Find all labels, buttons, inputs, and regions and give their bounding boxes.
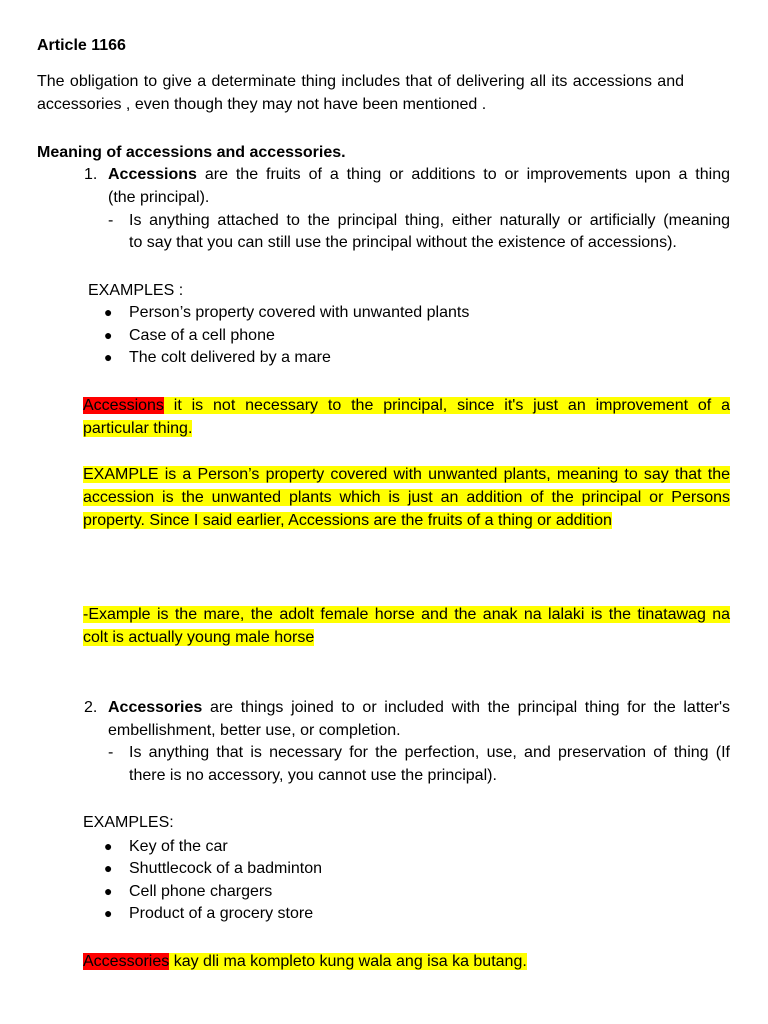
examples2-label: EXAMPLES:	[83, 814, 174, 831]
item1-dash: -	[108, 212, 114, 229]
bullet-icon: ●	[104, 349, 113, 365]
examples2-item: Product of a grocery store	[129, 905, 314, 922]
note4-red-term: Accessories	[83, 953, 170, 970]
list-number-1: 1.	[84, 166, 98, 183]
bullet-icon: ●	[104, 304, 113, 320]
note2-text-3: property. Since I said earlier, Accessions are the fruits of a thing or addition	[83, 512, 612, 529]
note2-text-1: EXAMPLE is a Person’s property covered with unwanted plants, meaning to say that the	[83, 466, 730, 483]
note2-line-2	[83, 487, 730, 509]
item1-sub-line-1: Is anything attached to the principal thing, either naturally or artificially (meaning	[129, 212, 730, 229]
item1-term: Accessions	[108, 166, 197, 183]
item1-sub-line-2: to say that you can still use the principal without the existence of accessions).	[129, 234, 677, 251]
intro-line-1: The obligation to give a determinate thing includes that of delivering all its accessions and	[37, 73, 684, 90]
note1-line-1	[83, 395, 730, 417]
note4-line	[83, 951, 527, 973]
examples2-item: Shuttlecock of a badminton	[129, 860, 323, 877]
section-heading: Meaning of accessions and accessories.	[37, 144, 346, 161]
examples1-item: The colt delivered by a mare	[129, 349, 331, 366]
item1-definition-line-1	[108, 164, 730, 186]
note1-text-2: particular thing.	[83, 420, 193, 437]
examples1-label: EXAMPLES :	[88, 282, 184, 299]
item2-sub-line-1: Is anything that is necessary for the perfection, use, and preservation of thing (If	[129, 744, 730, 761]
note1-text: it is not necessary to the principal, since it's just an improvement of a	[163, 397, 730, 414]
intro-line-2: accessories , even though they may not have been mentioned .	[37, 96, 487, 113]
article-title: Article 1166	[37, 37, 126, 54]
item2-definition-line-1	[108, 697, 730, 719]
bullet-icon: ●	[104, 883, 113, 899]
note2-line-1	[83, 464, 730, 486]
note3-line-2	[83, 627, 314, 649]
note3-text-2: colt is actually young male horse	[83, 629, 315, 646]
note3-text-1: -Example is the mare, the adolt female horse and the anak na lalaki is the tinatawag na	[83, 606, 730, 623]
item2-def: are things joined to or included with the principal thing for the latter's	[202, 699, 730, 716]
item2-sub-line-2: there is no accessory, you cannot use the principal).	[129, 767, 497, 784]
note1-line-2	[83, 418, 192, 440]
examples1-item: Person’s property covered with unwanted plants	[129, 304, 470, 321]
note2-text-2: accession is the unwanted plants which is just an addition of the principal or Persons	[83, 489, 730, 506]
examples2-item: Cell phone chargers	[129, 883, 273, 900]
item2-definition-line-2: embellishment, better use, or completion.	[108, 722, 401, 739]
note2-line-3	[83, 510, 612, 532]
item1-definition-line-2: (the principal).	[108, 189, 210, 206]
examples2-item: Key of the car	[129, 838, 228, 855]
list-number-2: 2.	[84, 699, 98, 716]
bullet-icon: ●	[104, 838, 113, 854]
item2-term: Accessories	[108, 699, 203, 716]
bullet-icon: ●	[104, 905, 113, 921]
note1-red-term: Accessions	[83, 397, 164, 414]
item2-dash: -	[108, 744, 114, 761]
item1-def: are the fruits of a thing or additions to or improvements upon a thing	[196, 166, 730, 183]
examples1-item: Case of a cell phone	[129, 327, 275, 344]
note4-text: kay dli ma kompleto kung wala ang isa ka butang.	[169, 953, 527, 970]
bullet-icon: ●	[104, 327, 113, 343]
note3-line-1	[83, 604, 730, 626]
bullet-icon: ●	[104, 860, 113, 876]
